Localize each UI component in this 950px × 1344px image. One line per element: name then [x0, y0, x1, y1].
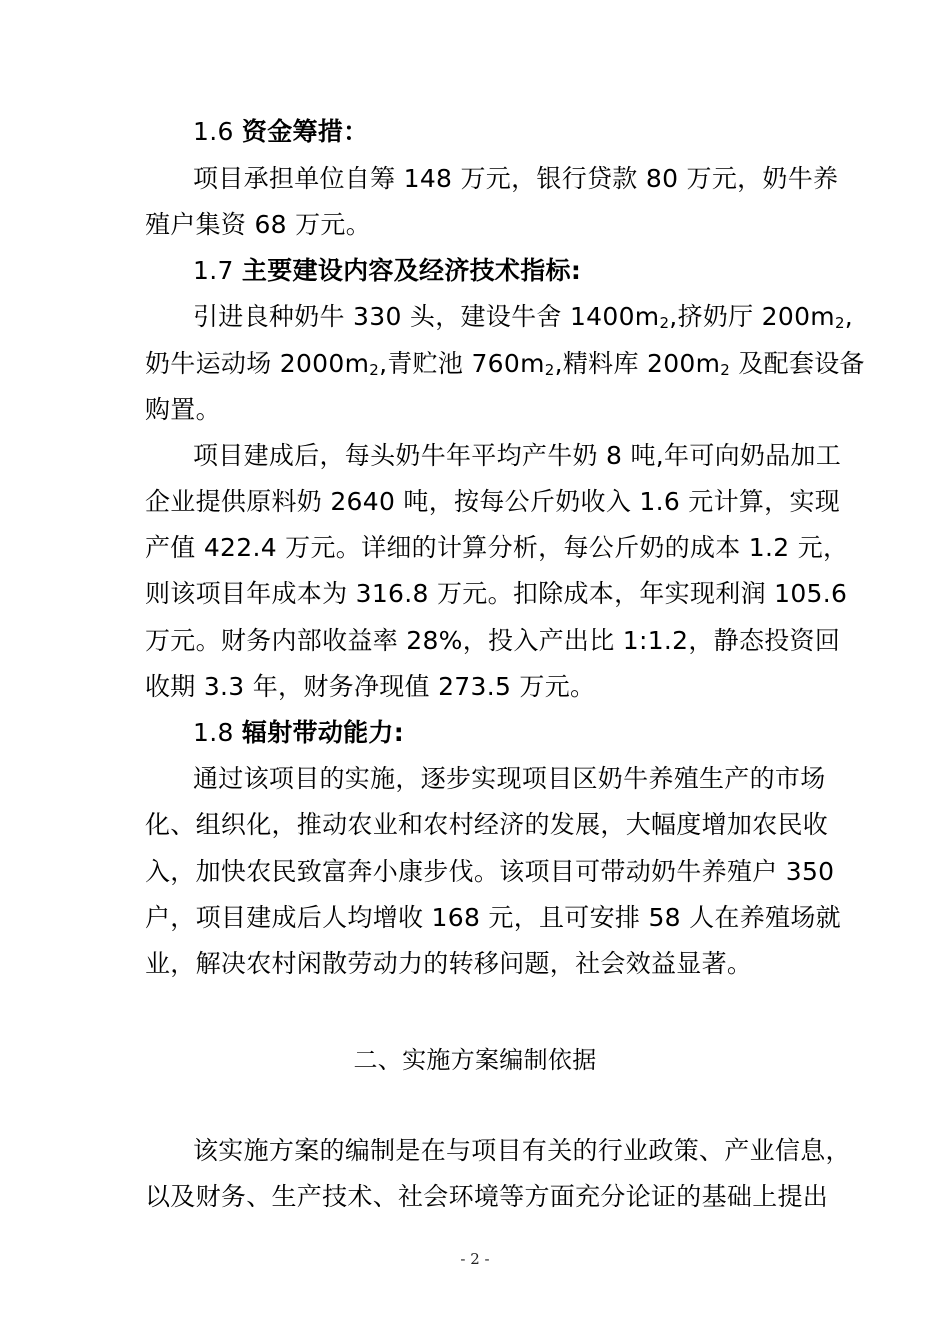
- paragraph-line: 购置。: [145, 395, 221, 424]
- paragraph-line: 殖户集资 68 万元。: [145, 210, 372, 239]
- paragraph-line: 入，加快农民致富奔小康步伐。该项目可带动奶牛养殖户 350: [145, 857, 835, 886]
- subscript: 2: [659, 314, 670, 332]
- text-run: ,: [844, 302, 854, 331]
- text-run: 引进良种奶牛 330 头，建设牛舍 1400m: [193, 302, 660, 331]
- paragraph-line: 万元。财务内部收益率 28%，投入产出比 1:1.2，静态投资回: [145, 626, 841, 655]
- paragraph-line: 则该项目年成本为 316.8 万元。扣除成本，年实现利润 105.6: [145, 579, 848, 608]
- text-run: 及配套设备: [730, 349, 865, 378]
- subscript: 2: [720, 361, 731, 379]
- chapter-heading: 二、实施方案编制依据: [353, 1046, 597, 1074]
- section-title: 资金筹措：: [241, 117, 369, 146]
- paragraph-line: 项目建成后，每头奶牛年平均产牛奶 8 吨,年可向奶品加工: [193, 441, 842, 470]
- section-number: 1.6: [193, 117, 234, 146]
- text-run: ,青贮池 760m: [379, 349, 545, 378]
- paragraph-line: [193, 300, 854, 334]
- section-title: 辐射带动能力:: [241, 718, 405, 747]
- paragraph-line: 企业提供原料奶 2640 吨，按每公斤奶收入 1.6 元计算，实现: [145, 487, 841, 516]
- subscript: 2: [834, 314, 845, 332]
- paragraph-line: 化、组织化，推动农业和农村经济的发展，大幅度增加农民收: [145, 810, 829, 839]
- page-number: - 2 -: [460, 1250, 490, 1268]
- paragraph-line: 通过该项目的实施，逐步实现项目区奶牛养殖生产的市场: [193, 764, 826, 793]
- text-run: ,精料库 200m: [554, 349, 721, 378]
- section-1-8-heading: [193, 716, 825, 750]
- text-run: 奶牛运动场 2000m: [145, 349, 370, 378]
- subscript: 2: [369, 361, 380, 379]
- paragraph-line: 产值 422.4 万元。详细的计算分析，每公斤奶的成本 1.2 元，: [145, 533, 849, 562]
- section-number: 1.7: [193, 256, 234, 285]
- paragraph-line: [145, 347, 865, 381]
- text-run: ,挤奶厅 200m: [669, 302, 835, 331]
- paragraph-line: 收期 3.3 年，财务净现值 273.5 万元。: [145, 672, 596, 701]
- section-number: 1.8: [193, 718, 234, 747]
- paragraph-line: 该实施方案的编制是在与项目有关的行业政策、产业信息，: [193, 1136, 851, 1165]
- paragraph-line: 业，解决农村闲散劳动力的转移问题，社会效益显著。: [145, 949, 753, 978]
- paragraph-line: 项目承担单位自筹 148 万元，银行贷款 80 万元，奶牛养: [193, 164, 839, 193]
- paragraph-line: 以及财务、生产技术、社会环境等方面充分论证的基础上提出: [145, 1182, 829, 1211]
- section-1-7-heading: [193, 254, 825, 288]
- section-1-6-heading: [193, 115, 825, 149]
- subscript: 2: [544, 361, 555, 379]
- section-title: 主要建设内容及经济技术指标:: [241, 256, 582, 285]
- paragraph-line: 户，项目建成后人均增收 168 元，且可安排 58 人在养殖场就: [145, 903, 841, 932]
